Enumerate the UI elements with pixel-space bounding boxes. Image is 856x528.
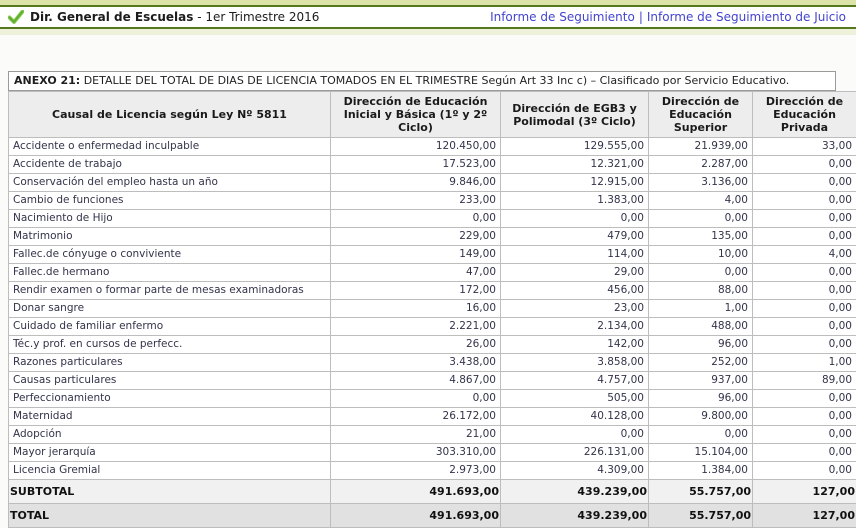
annex-caption-text: DETALLE DEL TOTAL DE DIAS DE LICENCIA TOMADOS EN EL TRIMESTRE Según Art 33 Inc c) – Clasificado por Servicio Educativo. <box>80 74 789 87</box>
table-row <box>9 444 856 462</box>
page-title <box>30 10 319 24</box>
cell-value: 3.438,00 <box>331 354 501 372</box>
cell-value: 120.450,00 <box>331 138 501 156</box>
subtotal-value: 439.239,00 <box>501 480 649 504</box>
cell-value: 96,00 <box>649 336 753 354</box>
table-row <box>9 300 856 318</box>
cell-value: 89,00 <box>753 372 856 390</box>
total-row <box>9 504 856 528</box>
table-row <box>9 192 856 210</box>
cell-value: 21.939,00 <box>649 138 753 156</box>
subtotal-row <box>9 480 856 504</box>
column-header-causal: Causal de Licencia según Ley Nº 5811 <box>9 92 331 138</box>
table-row <box>9 264 856 282</box>
cell-value: 96,00 <box>649 390 753 408</box>
cell-value: 2.973,00 <box>331 462 501 480</box>
cell-value: 4,00 <box>649 192 753 210</box>
cell-value: 456,00 <box>501 282 649 300</box>
table-row <box>9 210 856 228</box>
table-row <box>9 282 856 300</box>
cell-value: 505,00 <box>501 390 649 408</box>
table-row <box>9 390 856 408</box>
page-title-area <box>8 10 319 24</box>
header-row <box>9 92 856 138</box>
cell-value: 0,00 <box>753 426 856 444</box>
cell-value: 0,00 <box>331 210 501 228</box>
row-label: Nacimiento de Hijo <box>9 210 331 228</box>
cell-value: 252,00 <box>649 354 753 372</box>
cell-value: 2.134,00 <box>501 318 649 336</box>
row-label: Maternidad <box>9 408 331 426</box>
cell-value: 0,00 <box>753 462 856 480</box>
total-value: 127,00 <box>753 504 856 528</box>
table-header <box>9 92 856 138</box>
annex-caption-prefix: ANEXO 21: <box>14 74 80 87</box>
cell-value: 303.310,00 <box>331 444 501 462</box>
subtotal-label: SUBTOTAL <box>9 480 331 504</box>
cell-value: 0,00 <box>753 318 856 336</box>
cell-value: 0,00 <box>753 390 856 408</box>
column-header-inicial-basica: Dirección de Educación Inicial y Básica (1º y 2º Ciclo) <box>331 92 501 138</box>
cell-value: 0,00 <box>649 426 753 444</box>
cell-value: 0,00 <box>753 336 856 354</box>
licencias-table <box>8 91 856 528</box>
report-area <box>8 71 856 528</box>
row-label: Accidente de trabajo <box>9 156 331 174</box>
cell-value: 23,00 <box>501 300 649 318</box>
row-label: Adopción <box>9 426 331 444</box>
total-value: 55.757,00 <box>649 504 753 528</box>
cell-value: 937,00 <box>649 372 753 390</box>
cell-value: 0,00 <box>753 444 856 462</box>
cell-value: 4,00 <box>753 246 856 264</box>
cell-value: 21,00 <box>331 426 501 444</box>
cell-value: 0,00 <box>753 192 856 210</box>
link-informe-seguimiento[interactable]: Informe de Seguimiento <box>490 10 635 24</box>
row-label: Licencia Gremial <box>9 462 331 480</box>
table-row <box>9 174 856 192</box>
cell-value: 229,00 <box>331 228 501 246</box>
check-icon <box>8 10 24 24</box>
cell-value: 33,00 <box>753 138 856 156</box>
cell-value: 0,00 <box>753 174 856 192</box>
table-row <box>9 228 856 246</box>
cell-value: 40.128,00 <box>501 408 649 426</box>
total-value: 439.239,00 <box>501 504 649 528</box>
subtotal-value: 55.757,00 <box>649 480 753 504</box>
cell-value: 0,00 <box>753 228 856 246</box>
cell-value: 0,00 <box>649 210 753 228</box>
table-row <box>9 246 856 264</box>
row-label: Accidente o enfermedad inculpable <box>9 138 331 156</box>
cell-value: 149,00 <box>331 246 501 264</box>
table-row <box>9 372 856 390</box>
cell-value: 1.383,00 <box>501 192 649 210</box>
cell-value: 129.555,00 <box>501 138 649 156</box>
cell-value: 142,00 <box>501 336 649 354</box>
cell-value: 1,00 <box>753 354 856 372</box>
subtotal-value: 491.693,00 <box>331 480 501 504</box>
cell-value: 0,00 <box>501 210 649 228</box>
row-label: Rendir examen o formar parte de mesas examinadoras <box>9 282 331 300</box>
top-navigation-bar <box>0 0 856 35</box>
cell-value: 9.800,00 <box>649 408 753 426</box>
cell-value: 0,00 <box>753 156 856 174</box>
column-header-privada: Dirección de Educación Privada <box>753 92 856 138</box>
cell-value: 4.867,00 <box>331 372 501 390</box>
cell-value: 29,00 <box>501 264 649 282</box>
table-row <box>9 354 856 372</box>
cell-value: 0,00 <box>649 264 753 282</box>
bottom-strip <box>0 29 856 35</box>
cell-value: 1,00 <box>649 300 753 318</box>
column-header-egb3-polimodal: Dirección de EGB3 y Polimodal (3º Ciclo) <box>501 92 649 138</box>
app-title: Dir. General de Escuelas <box>30 10 193 24</box>
total-value: 491.693,00 <box>331 504 501 528</box>
cell-value: 3.136,00 <box>649 174 753 192</box>
cell-value: 0,00 <box>753 300 856 318</box>
cell-value: 226.131,00 <box>501 444 649 462</box>
table-body <box>9 138 856 480</box>
subtotal-value: 127,00 <box>753 480 856 504</box>
cell-value: 16,00 <box>331 300 501 318</box>
cell-value: 233,00 <box>331 192 501 210</box>
cell-value: 2.221,00 <box>331 318 501 336</box>
link-informe-seguimiento-juicio[interactable]: Informe de Seguimiento de Juicio <box>647 10 846 24</box>
table-row <box>9 408 856 426</box>
row-label: Cuidado de familiar enfermo <box>9 318 331 336</box>
table-row <box>9 138 856 156</box>
row-label: Mayor jerarquía <box>9 444 331 462</box>
cell-value: 135,00 <box>649 228 753 246</box>
cell-value: 0,00 <box>753 264 856 282</box>
cell-value: 26,00 <box>331 336 501 354</box>
total-label: TOTAL <box>9 504 331 528</box>
cell-value: 479,00 <box>501 228 649 246</box>
row-label: Fallec.de hermano <box>9 264 331 282</box>
cell-value: 0,00 <box>753 408 856 426</box>
cell-value: 4.309,00 <box>501 462 649 480</box>
table-row <box>9 462 856 480</box>
cell-value: 0,00 <box>331 390 501 408</box>
cell-value: 3.858,00 <box>501 354 649 372</box>
row-label: Causas particulares <box>9 372 331 390</box>
cell-value: 0,00 <box>501 426 649 444</box>
column-header-superior: Dirección de Educación Superior <box>649 92 753 138</box>
row-label: Téc.y prof. en cursos de perfecc. <box>9 336 331 354</box>
cell-value: 0,00 <box>753 210 856 228</box>
cell-value: 12.321,00 <box>501 156 649 174</box>
row-label: Matrimonio <box>9 228 331 246</box>
cell-value: 15.104,00 <box>649 444 753 462</box>
row-label: Conservación del empleo hasta un año <box>9 174 331 192</box>
row-label: Donar sangre <box>9 300 331 318</box>
cell-value: 172,00 <box>331 282 501 300</box>
cell-value: 47,00 <box>331 264 501 282</box>
cell-value: 114,00 <box>501 246 649 264</box>
topbar-links <box>490 10 846 24</box>
cell-value: 2.287,00 <box>649 156 753 174</box>
annex-caption <box>8 71 836 91</box>
cell-value: 1.384,00 <box>649 462 753 480</box>
table-row <box>9 336 856 354</box>
cell-value: 4.757,00 <box>501 372 649 390</box>
link-separator: | <box>639 10 643 24</box>
table-row <box>9 156 856 174</box>
row-label: Razones particulares <box>9 354 331 372</box>
row-label: Fallec.de cónyuge o conviviente <box>9 246 331 264</box>
cell-value: 17.523,00 <box>331 156 501 174</box>
cell-value: 12.915,00 <box>501 174 649 192</box>
row-label: Perfeccionamiento <box>9 390 331 408</box>
cell-value: 488,00 <box>649 318 753 336</box>
cell-value: 88,00 <box>649 282 753 300</box>
cell-value: 10,00 <box>649 246 753 264</box>
cell-value: 9.846,00 <box>331 174 501 192</box>
period-label: - 1er Trimestre 2016 <box>193 10 319 24</box>
row-label: Cambio de funciones <box>9 192 331 210</box>
table-row <box>9 318 856 336</box>
cell-value: 0,00 <box>753 282 856 300</box>
table-row <box>9 426 856 444</box>
table-footer <box>9 480 856 528</box>
cell-value: 26.172,00 <box>331 408 501 426</box>
